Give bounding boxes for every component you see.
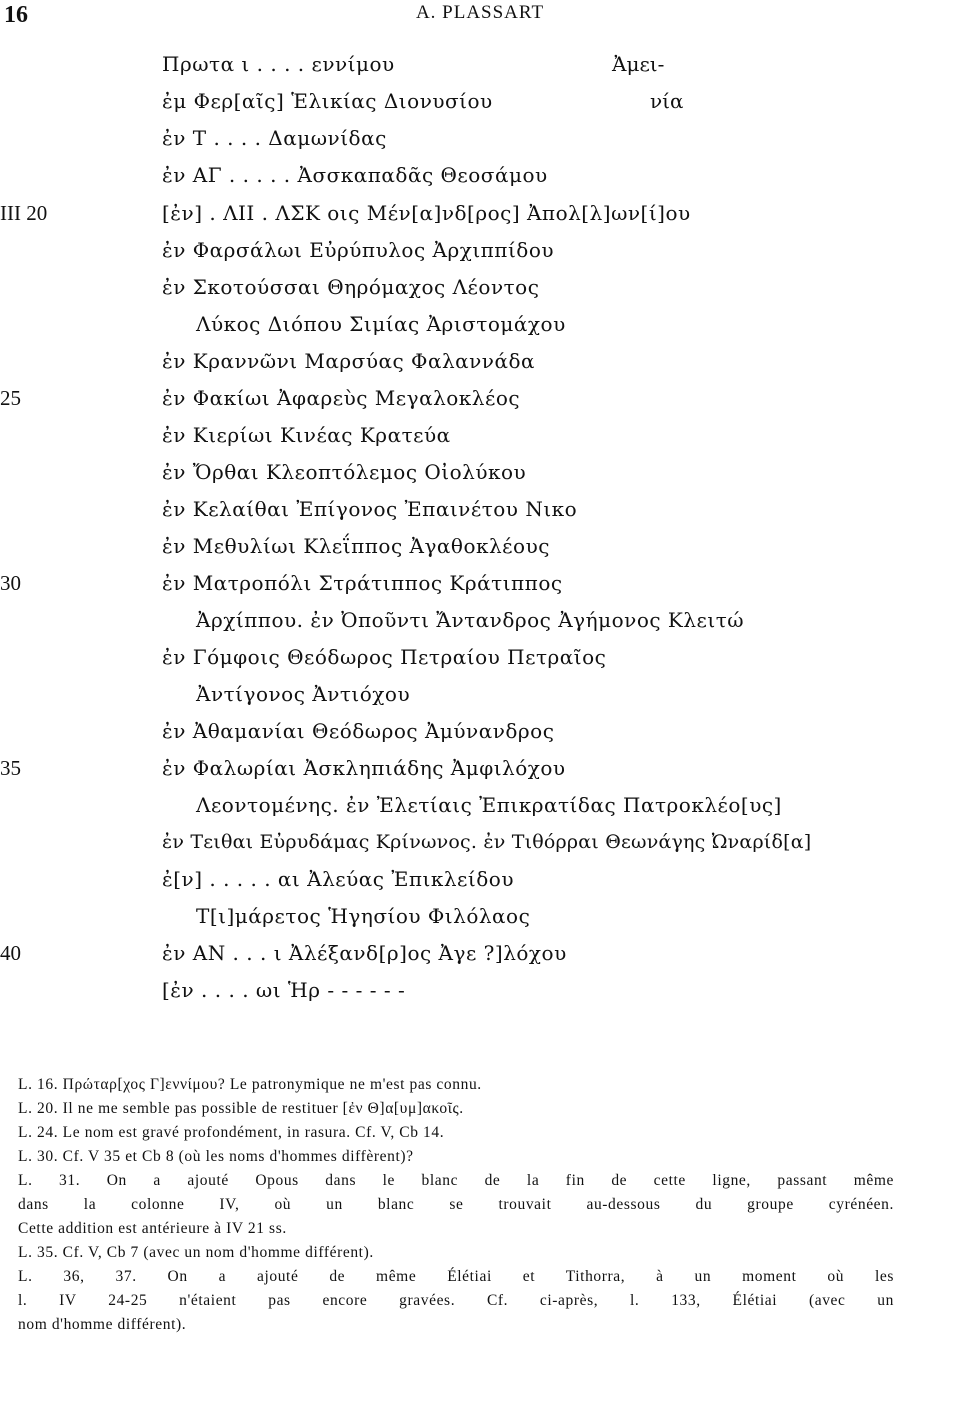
inscription-line: ἐν Κελαίθαι Ἐπίγονος Ἐπαινέτου Νικο bbox=[162, 497, 578, 521]
footnote: L. 30. Cf. V 35 et Cb 8 (où les noms d'hommes diffèrent)? bbox=[18, 1148, 414, 1165]
footnote-continuation: nom d'homme différent). bbox=[18, 1316, 187, 1333]
inscription-right-column-line: νία bbox=[650, 89, 684, 113]
inscription-line: ἐν Τειθαι Εὐρυδάμας Κρίνωνος. ἐν Τιθόρραι Θεωνάγης Ὠναρίδ[α] bbox=[162, 831, 812, 853]
inscription-line: Ἀρχίππου. ἐν Ὀποῦντι Ἄντανδρος Ἀγήμονος Κλειτώ bbox=[196, 608, 745, 632]
line-number: 30 bbox=[0, 571, 21, 595]
inscription-line: ἐν Ἀθαμανίαι Θεόδωρος Ἀμύνανδρος bbox=[162, 719, 555, 743]
inscription-line: ἐν Ματροπόλι Στράτιππος Κράτιππος bbox=[162, 571, 563, 595]
inscription-line: ἐν Φαλωρίαι Ἀσκληπιάδης Ἀμφιλόχου bbox=[162, 756, 566, 780]
footnote: L. 16. Πρώταρ[χος Γ]εννίμου? Le patronymique ne m'est pas connu. bbox=[18, 1076, 482, 1093]
footnote: L. 35. Cf. V, Cb 7 (avec un nom d'homme différent). bbox=[18, 1244, 374, 1261]
line-number: III 20 bbox=[0, 201, 48, 225]
page-number: 16 bbox=[4, 2, 28, 28]
inscription-right-column-line: Ἀμει- bbox=[612, 52, 665, 76]
footnote: L. 24. Le nom est gravé profondément, in rasura. Cf. V, Cb 14. bbox=[18, 1124, 445, 1141]
inscription-line: Τ[ι]μάρετος Ἡγησίου Φιλόλαος bbox=[196, 904, 531, 928]
inscription-line: ἐν Γόμφοις Θεόδωρος Πετραίου Πετραῖος bbox=[162, 645, 607, 669]
inscription-line: Λεοντομένης. ἐν Ἐλετίαις Ἐπικρατίδας Πατροκλέο[υς] bbox=[196, 793, 782, 817]
line-number: 25 bbox=[0, 386, 21, 410]
footnote: L. 36, 37. On a ajouté de même Élétiai et Tithorra, à un moment où les bbox=[18, 1268, 894, 1285]
line-number: 35 bbox=[0, 756, 21, 780]
inscription-line: ἐν Φακίωι Ἀφαρεὺς Μεγαλοκλέος bbox=[162, 386, 521, 410]
inscription-line: ἐν ΑΓ . . . . . Ἀσσκαπαδᾶς Θεοσάμου bbox=[162, 163, 548, 187]
inscription-line: ἐν Σκοτούσσαι Θηρόμαχος Λέοντος bbox=[162, 275, 540, 299]
line-number: 40 bbox=[0, 941, 21, 965]
inscription-line: Ἀντίγονος Ἀντιόχου bbox=[196, 682, 411, 706]
inscription-line: Πρωτα ι . . . . εννίμου bbox=[162, 52, 395, 76]
inscription-line: ἐν Κιερίωι Κινέας Κρατεύα bbox=[162, 423, 451, 447]
inscription-line: ἐν Κραννῶνι Μαρσύας Φαλαννάδα bbox=[162, 349, 536, 373]
footnote-continuation: l. IV 24-25 n'étaient pas encore gravées. Cf. ci-après, l. 133, Élétiai (avec un bbox=[18, 1292, 894, 1309]
inscription-line: [ἐν . . . . ωι Ἡρ - - - - - - bbox=[162, 978, 406, 1002]
inscription-line: ἐν Τ . . . . Δαμωνίδας bbox=[162, 126, 387, 150]
footnote: L. 20. Il ne me semble pas possible de restituer [ἐν Θ]α[υμ]ακοῖς. bbox=[18, 1100, 464, 1117]
inscription-line: Λύκος Διόπου Σιμίας Ἀριστομάχου bbox=[196, 312, 566, 336]
inscription-line: [ἐν] . ΛΙΙ . ΛΣΚ οις Μέν[α]νδ[ρος] Ἀπολ[λ]ων[ί]ου bbox=[162, 201, 691, 225]
inscription-line: ἐν ΑΝ . . . ι Ἀλέξανδ[ρ]ος Ἀγε ?]λόχου bbox=[162, 941, 567, 965]
running-head: A. PLASSART bbox=[415, 2, 545, 23]
footnote-continuation: dans la colonne IV, où un blanc se trouvait au-dessous du groupe cyrénéen. bbox=[18, 1196, 894, 1213]
inscription-line: ἐμ Φερ[αῖς] Ἑλικίας Διονυσίου bbox=[162, 89, 493, 113]
footnote-continuation: Cette addition est antérieure à IV 21 ss. bbox=[18, 1220, 287, 1237]
inscription-line: ἐν Φαρσάλωι Εὐρύπυλος Ἀρχιππίδου bbox=[162, 238, 555, 262]
inscription-line: ἐν Μεθυλίωι Κλεΐππος Ἀγαθοκλέους bbox=[162, 534, 550, 558]
footnote: L. 31. On a ajouté Opous dans le blanc de la fin de cette ligne, passant même bbox=[18, 1172, 894, 1189]
inscription-line: ἐ[ν] . . . . . αι Ἀλεύας Ἐπικλείδου bbox=[162, 867, 515, 891]
inscription-line: ἐν Ὄρθαι Κλεοπτόλεμος Οἰολύκου bbox=[162, 460, 527, 484]
